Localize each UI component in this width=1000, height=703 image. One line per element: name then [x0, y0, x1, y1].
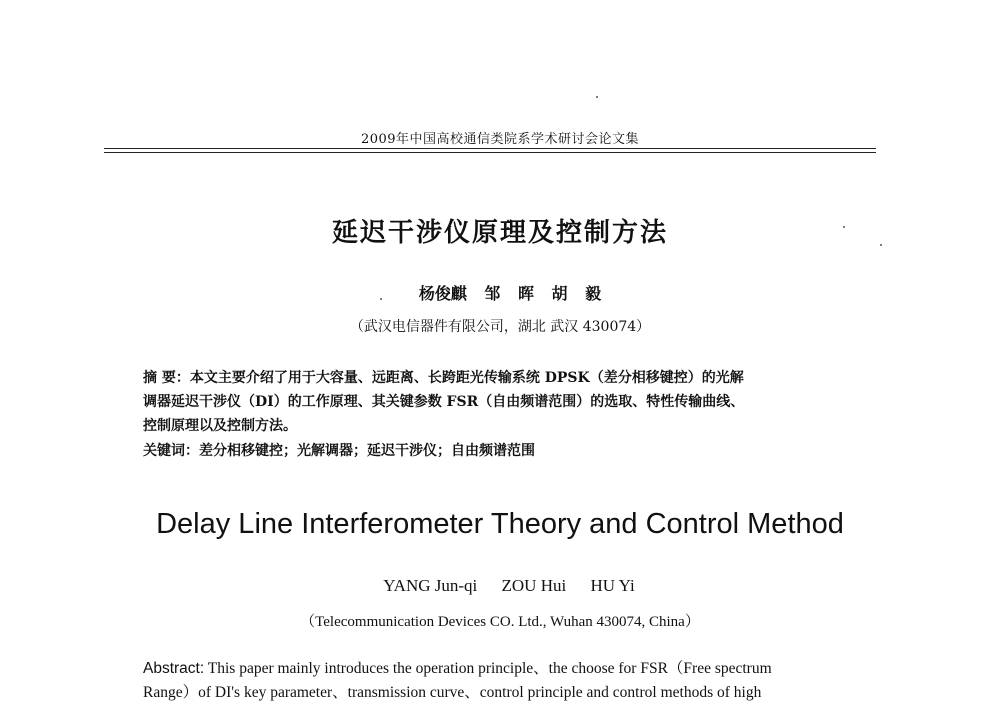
english-authors: [0, 576, 1000, 596]
author-2: ZOU Hui: [501, 576, 567, 595]
chinese-title: 延迟干涉仪原理及控制方法: [331, 218, 668, 248]
author-1: YANG Jun-qi: [383, 576, 478, 595]
english-abstract-line-2: Range）of DI's key parameter、transmission curve、control principle and control methods of high: [143, 684, 762, 701]
scan-speck: [380, 298, 382, 300]
author-3: HU Yi: [590, 576, 635, 595]
chinese-authors: 杨俊麒 邹 晖 胡 毅: [418, 284, 602, 303]
proceedings-header: 2009年中国高校通信类院系学术研讨会论文集: [360, 132, 640, 147]
english-title: Delay Line Interferometer Theory and Control Method: [156, 508, 844, 540]
chinese-abstract-line-3: 控制原理以及控制方法。: [143, 418, 297, 434]
chinese-keywords-label: 关键词：: [143, 443, 199, 459]
chinese-abstract: [143, 366, 863, 438]
chinese-abstract-line-2: 调器延迟干涉仪（DI）的工作原理、其关键参数 FSR（自由频谱范围）的选取、特性传输曲线、: [143, 394, 745, 410]
english-abstract-line-1: [143, 657, 850, 681]
chinese-keywords-text: 差分相移键控；光解调器；延迟干涉仪；自由频谱范围: [199, 443, 535, 459]
english-abstract-text: This paper mainly introduces the operation principle、the choose for FSR（Free spectrum: [204, 660, 772, 677]
header-rule-thick: [104, 148, 876, 149]
english-abstract: [143, 657, 850, 703]
chinese-keywords: [143, 440, 863, 460]
chinese-abstract-label: 摘 要：: [143, 370, 190, 386]
chinese-abstract-line-1: [143, 366, 863, 390]
english-abstract-label: Abstract:: [143, 660, 205, 677]
header-rule-thin: [104, 152, 876, 153]
chinese-abstract-text: 本文主要介绍了用于大容量、远距离、长跨距光传输系统 DPSK（差分相移键控）的光解: [189, 370, 744, 386]
scan-speck: [843, 226, 845, 228]
scan-speck: [596, 96, 598, 98]
english-affiliation: （Telecommunication Devices CO. Ltd., Wuhan 430074, China）: [300, 614, 700, 630]
scan-speck: [880, 244, 882, 246]
chinese-affiliation: （武汉电信器件有限公司，湖北 武汉 430074）: [349, 319, 651, 335]
